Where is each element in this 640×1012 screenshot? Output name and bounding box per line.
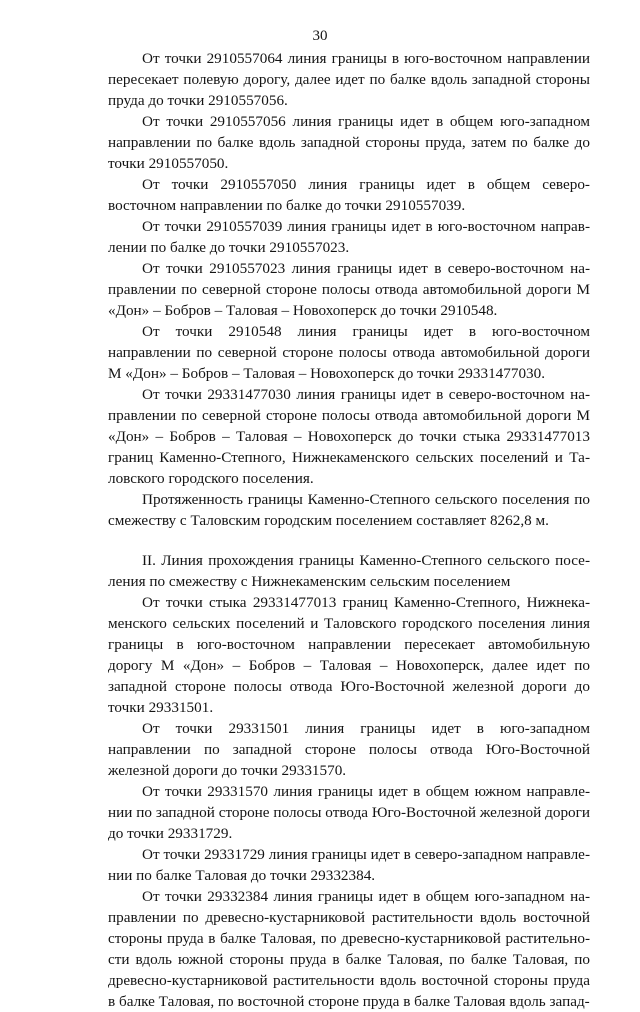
section-heading: II. Линия прохождения границы Каменно-Степного сельского поселения по смежеству с Нижнекаменским сельским поселением [108,552,590,590]
paragraph: От точки 2910557050 линия границы идет в общем северо-восточном направлении по балке до точки 2910557039. [108,176,590,214]
paragraph: Протяженность границы Каменно-Степного сельского поселения по смежеству с Таловским городским поселением составляет 8262,8 м. [108,491,590,529]
paragraph: От точки 29331477030 линия границы идет в северо-восточном направлении по северной стороне полосы отвода автомобильной дороги М «Дон» – Бобров – Таловая – Новохоперск до точки стыка 29331477013 границ Каменно-Степного, Нижнекаменского сельских поселений и Таловского городского поселения. [108,386,590,487]
paragraph: От точки 2910557064 линия границы в юго-восточном направлении пересекает полевую дорогу, далее идет по балке вдоль западной стороны пруда до точки 2910557056. [108,50,590,109]
paragraph: От точки 29332384 линия границы идет в общем юго-западном направлении по древесно-кустарниковой растительности вдоль восточной стороны пруда в балке Таловая, по древесно-кустарниковой растительности вдоль южной стороны пруда в балке Таловая, по балке Таловая, по древесно-кустарниковой растительности вдоль восточной стороны пруда в балке Таловая, по восточной стороне пруда в балке Таловая вдоль запад- [108,888,590,1010]
paragraph: От точки 2910557023 линия границы идет в северо-восточном направлении по северной стороне полосы отвода автомобильной дороги М «Дон» – Бобров – Таловая – Новохоперск до точки 2910548. [108,260,590,319]
paragraph: От точки 2910557039 линия границы идет в юго-восточном направлении по балке до точки 2910557023. [108,218,590,256]
paragraph: От точки 2910548 линия границы идет в юго-восточном направлении по северной стороне полосы отвода автомобильной дороги М «Дон» – Бобров – Таловая – Новохоперск до точки 29331477030. [108,323,590,382]
paragraph: От точки 29331501 линия границы идет в юго-западном направлении по западной стороне полосы отвода Юго-Восточной железной дороги до точки 29331570. [108,720,590,779]
document-body [108,48,590,1012]
paragraph: От точки 29331570 линия границы идет в общем южном направлении по западной стороне полосы отвода Юго-Восточной железной дороги до точки 29331729. [108,783,590,842]
page-number: 30 [312,28,328,44]
paragraph: От точки 2910557056 линия границы идет в общем юго-западном направлении по балке вдоль западной стороны пруда, затем по балке до точки 2910557050. [108,113,590,172]
paragraph: От точки 29331729 линия границы идет в северо-западном направлении по балке Таловая до точки 29332384. [108,846,590,884]
paragraph: От точки стыка 29331477013 границ Каменно-Степного, Нижнекаменского сельских поселений и Таловского городского поселения линия границы в юго-восточном направлении пересекает автомобильную дорогу М «Дон» – Бобров – Таловая – Новохоперск, далее идет по западной стороне полосы отвода Юго-Восточной железной дороги до точки 29331501. [108,594,590,716]
